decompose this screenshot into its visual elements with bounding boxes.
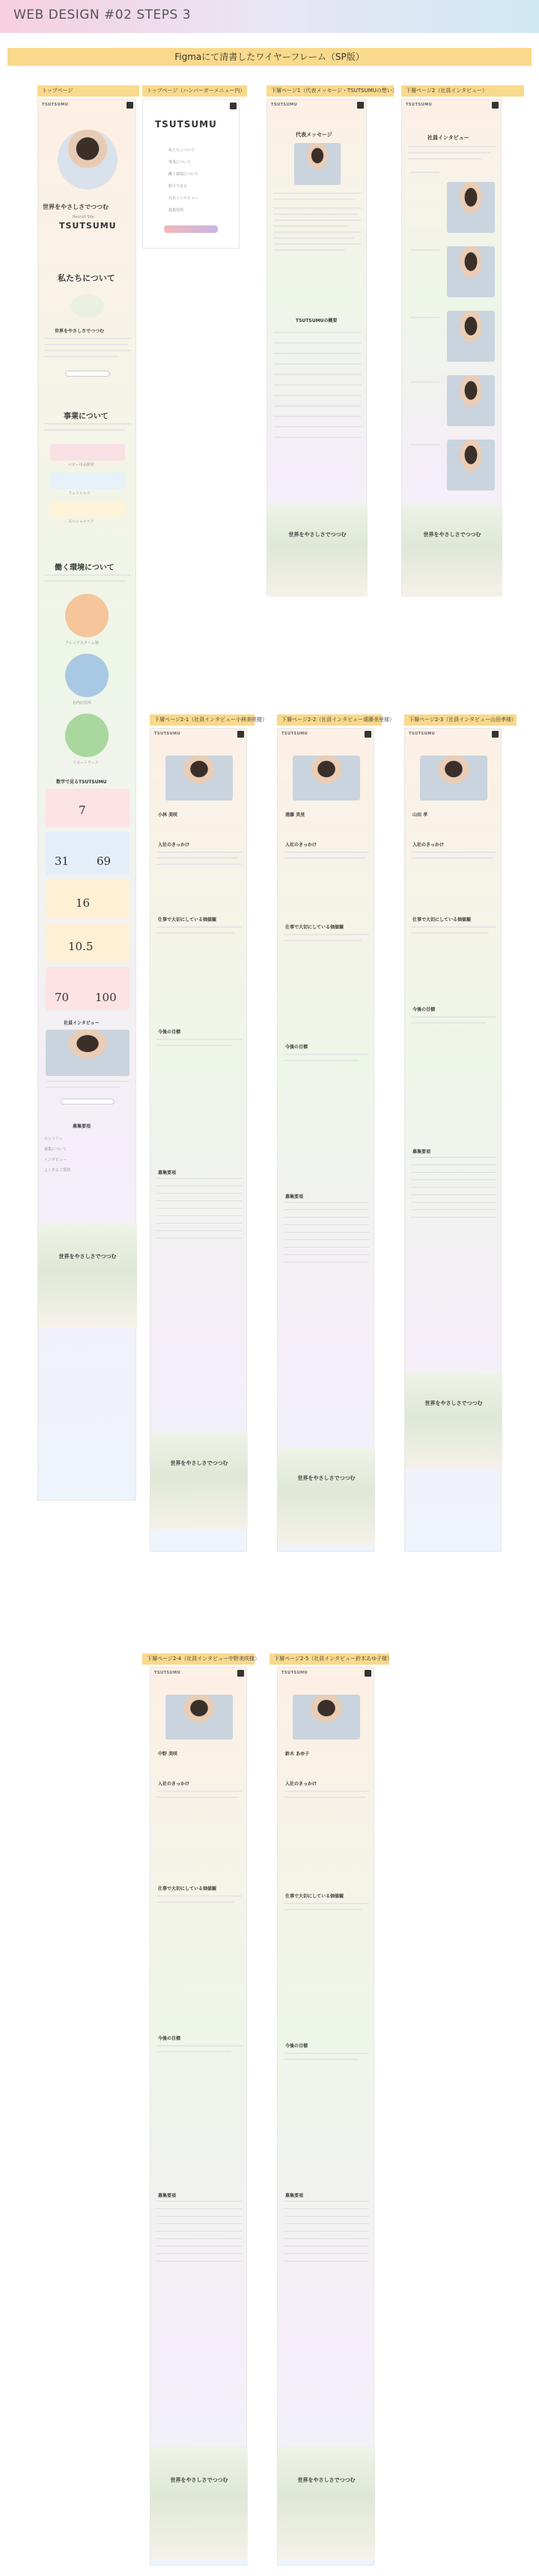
- recruit-row-3[interactable]: インタビュー: [44, 1158, 67, 1162]
- footer-visual: [150, 2446, 248, 2559]
- text-line: [156, 1045, 231, 1046]
- text-line: [156, 2051, 231, 2053]
- text-line: [156, 851, 242, 853]
- label-top: トップページ: [37, 85, 139, 97]
- text-line: [409, 171, 439, 173]
- text-line: [273, 374, 362, 375]
- interview-photo[interactable]: [46, 1030, 130, 1076]
- footer-visual: [267, 504, 368, 597]
- brand-logo[interactable]: TSUTSUMU: [154, 732, 181, 736]
- footer-visual: [278, 1448, 375, 1545]
- interview-card-photo-2[interactable]: [447, 246, 495, 297]
- text-line: [284, 1903, 369, 1904]
- page-header: [0, 0, 539, 33]
- text-line: [409, 444, 439, 446]
- interviewee-photo: [165, 756, 233, 801]
- interview-card-photo-5[interactable]: [447, 440, 495, 490]
- frame-interview-3[interactable]: [404, 728, 502, 1552]
- text-line: [273, 213, 359, 215]
- sub2-title: 社員インタビュー: [427, 135, 469, 141]
- brand-logo[interactable]: TSUTSUMU: [42, 103, 69, 107]
- footer-visual: [38, 1223, 137, 1328]
- text-line: [273, 353, 362, 354]
- section-2-heading: 仕事で大切にしている価値観: [285, 925, 344, 930]
- hero-catch: 世界をやさしさでつつむ: [43, 204, 109, 210]
- recruit-table: [156, 2201, 242, 2276]
- text-line: [273, 237, 354, 239]
- hamburger-menu-icon[interactable]: [492, 102, 499, 109]
- text-line: [156, 1901, 234, 1903]
- interviewee-photo: [165, 1695, 233, 1740]
- section-2-heading: 仕事で大切にしている価値観: [412, 917, 472, 923]
- sub1-vision-heading: TSUTSUMUの概要: [296, 318, 338, 323]
- text-line: [44, 338, 131, 339]
- text-line: [408, 146, 496, 148]
- text-line: [273, 219, 362, 221]
- text-line: [156, 1895, 242, 1897]
- brand-logo[interactable]: TSUTSUMU: [281, 1671, 308, 1675]
- footer-visual: [405, 1373, 502, 1470]
- section-2-heading: 仕事で大切にしている価値観: [158, 917, 217, 923]
- remote-work-icon: [65, 714, 109, 757]
- footer-catch: 世界をやさしさでつつむ: [170, 2477, 228, 2483]
- text-line: [408, 152, 490, 154]
- text-line: [284, 1909, 362, 1910]
- interview-heading: 社員インタビュー: [64, 1021, 100, 1026]
- recruit-table: [156, 1178, 242, 1253]
- recruit-table-heading: 募集要項: [158, 2193, 177, 2199]
- recruit-heading: 募集要項: [73, 1124, 91, 1129]
- env-heading: 働く環境について: [55, 564, 115, 572]
- numbers-heading: 数字で見るTSUTSUMU: [56, 780, 107, 785]
- text-line: [409, 249, 439, 251]
- menu-item-2[interactable]: 事業について: [168, 160, 191, 165]
- label-top-menu: トップページ（ハンバーガーメニュー内）: [142, 85, 247, 97]
- brand-logo[interactable]: TSUTSUMU: [406, 103, 433, 107]
- ceo-photo: [294, 143, 341, 185]
- recruit-table: [284, 1202, 369, 1277]
- text-line: [284, 934, 369, 935]
- text-line: [273, 395, 362, 396]
- stat-value-2: 31: [55, 854, 70, 868]
- frame-top-page[interactable]: [37, 99, 136, 1501]
- text-line: [411, 851, 496, 853]
- business-card-2[interactable]: [50, 473, 125, 489]
- interviewee-name: 中野 美咲: [158, 1752, 178, 1757]
- interview-card-photo-1[interactable]: [447, 182, 495, 233]
- business-card-1[interactable]: [50, 444, 125, 461]
- interviewee-name: 山田 孝: [412, 812, 428, 818]
- recruit-row-1[interactable]: エントリー: [44, 1137, 64, 1141]
- text-line: [156, 932, 234, 934]
- brand-logo[interactable]: TSUTSUMU: [154, 1671, 181, 1675]
- text-line: [44, 350, 131, 351]
- footer-catch: 世界をやさしさでつつむ: [58, 1254, 117, 1260]
- recruit-table: [284, 2201, 369, 2276]
- frame-sub2[interactable]: [401, 99, 502, 596]
- menu-entry-button[interactable]: [164, 225, 218, 233]
- brand-logo[interactable]: TSUTSUMU: [409, 732, 436, 736]
- text-line: [156, 857, 239, 859]
- text-line: [284, 940, 362, 941]
- label-sub25: 下層ページ2-5（社員インタビュー鈴木あゆ子様）: [270, 1653, 389, 1665]
- recruit-table-heading: 募集要項: [285, 1194, 304, 1200]
- recruit-table-heading: 募集要項: [285, 2193, 304, 2199]
- text-line: [284, 1060, 359, 1061]
- hamburger-menu-icon[interactable]: [127, 102, 133, 109]
- text-line: [273, 198, 356, 200]
- flex-time-icon: [65, 594, 109, 637]
- text-line: [156, 1790, 242, 1792]
- section-3-heading: 今後の目標: [158, 2036, 181, 2041]
- stat-value-3: 69: [97, 854, 112, 868]
- text-line: [156, 1796, 239, 1798]
- business-card-3[interactable]: [50, 501, 125, 517]
- stat-value-6: 70: [55, 991, 70, 1004]
- interviewee-photo: [293, 1695, 360, 1740]
- text-line: [409, 317, 439, 318]
- text-line: [273, 405, 362, 407]
- recruit-row-2[interactable]: 募集について: [44, 1147, 67, 1152]
- recruit-table: [411, 1157, 496, 1232]
- text-line: [273, 384, 362, 386]
- hamburger-menu-icon[interactable]: [365, 1670, 371, 1677]
- text-line: [46, 1087, 121, 1088]
- text-line: [273, 332, 362, 333]
- menu-item-3[interactable]: 働く環境について: [168, 172, 198, 177]
- text-line: [284, 1054, 369, 1055]
- text-line: [273, 207, 362, 209]
- footer-catch: 世界をやさしさでつつむ: [424, 1400, 483, 1406]
- env-item-3: リモートワーク: [73, 761, 99, 765]
- section-title: Figmaにて清書したワイヤーフレーム（SP版）: [7, 48, 532, 66]
- frame-interview-5[interactable]: [277, 1667, 374, 2566]
- close-menu-icon[interactable]: [230, 103, 237, 109]
- section-1-heading: 入社のきっかけ: [158, 842, 190, 848]
- text-line: [156, 863, 242, 865]
- brand-logo[interactable]: TSUTSUMU: [281, 732, 308, 736]
- text-line: [46, 1081, 130, 1082]
- text-line: [408, 158, 483, 160]
- footer-catch: 世界をやさしさでつつむ: [170, 1460, 228, 1466]
- text-line: [411, 932, 489, 934]
- section-1-heading: 入社のきっかけ: [285, 1781, 317, 1787]
- business-heading: 事業について: [64, 413, 109, 421]
- text-line: [44, 423, 131, 425]
- menu-item-6[interactable]: 募集要項: [168, 208, 184, 213]
- env-item-2: 社内託児所: [73, 701, 92, 705]
- text-line: [273, 416, 362, 417]
- text-line: [156, 1039, 242, 1040]
- text-line: [273, 249, 345, 251]
- label-sub22: 下層ページ2-2（社員インタビュー遠藤美里様）: [277, 714, 382, 726]
- label-sub23: 下層ページ2-3（社員インタビュー山田孝様）: [404, 714, 517, 726]
- daycare-icon: [65, 654, 109, 697]
- text-line: [284, 1796, 366, 1798]
- section-3-heading: 今後の目標: [412, 1007, 436, 1012]
- hamburger-menu-icon[interactable]: [357, 102, 364, 109]
- stat-card-2: [46, 832, 130, 875]
- text-line: [284, 851, 369, 853]
- text-line: [411, 857, 493, 859]
- text-line: [284, 2053, 369, 2054]
- text-line: [284, 857, 366, 859]
- env-item-1: フレックスタイム制: [65, 641, 99, 645]
- text-line: [273, 426, 362, 428]
- text-line: [273, 225, 348, 227]
- hero-brand: TSUTSUMU: [59, 221, 117, 231]
- hero-photo: [58, 130, 118, 189]
- footer-catch: 世界をやさしさでつつむ: [288, 532, 347, 538]
- business-item-3: スペシャルケア: [68, 520, 94, 524]
- about-illustration: [71, 294, 104, 318]
- text-line: [44, 580, 127, 582]
- recruit-table-heading: 募集要項: [158, 1170, 177, 1176]
- frame-top-menu[interactable]: [142, 99, 240, 249]
- label-sub1: 下層ページ1（代表メッセージ・TSUTSUMUの想い）: [267, 85, 394, 97]
- text-line: [44, 344, 128, 345]
- text-line: [44, 356, 119, 357]
- menu-item-1[interactable]: 私たちについて: [168, 148, 195, 153]
- footer-catch: 世界をやさしさでつつむ: [297, 1475, 356, 1481]
- label-sub21: 下層ページ2-1（社員インタビュー小林美咲様）: [150, 714, 255, 726]
- interviewee-photo: [420, 756, 487, 801]
- stat-value-7: 100: [95, 991, 117, 1004]
- recruit-table-heading: 募集要項: [412, 1149, 431, 1155]
- about-more-button[interactable]: [65, 371, 110, 377]
- text-line: [411, 1016, 496, 1018]
- section-3-heading: 今後の目標: [158, 1030, 181, 1035]
- footer-visual: [150, 1433, 248, 1530]
- section-3-heading: 今後の目標: [285, 1045, 308, 1050]
- menu-brand: TSUTSUMU: [155, 119, 217, 130]
- page-header-title: WEB DESIGN #02 STEPS 3: [13, 7, 192, 22]
- hamburger-menu-icon[interactable]: [492, 731, 499, 738]
- footer-visual: [402, 504, 502, 597]
- text-line: [156, 2045, 242, 2047]
- hero-subtitle: Recruit Site: [73, 215, 94, 219]
- section-1-heading: 入社のきっかけ: [285, 842, 317, 848]
- text-line: [273, 231, 362, 233]
- text-line: [411, 1022, 486, 1024]
- text-line: [273, 243, 362, 245]
- text-line: [273, 363, 362, 365]
- business-item-1: ベビー用品開発: [68, 463, 94, 467]
- brand-logo[interactable]: TSUTSUMU: [271, 103, 298, 107]
- business-item-2: フェイシャル: [68, 491, 91, 496]
- text-line: [44, 429, 125, 431]
- interview-card-photo-4[interactable]: [447, 375, 495, 426]
- interviewee-name: 遠藤 美里: [285, 812, 305, 818]
- section-2-heading: 仕事で大切にしている価値観: [285, 1894, 344, 1899]
- hamburger-menu-icon[interactable]: [237, 1670, 244, 1677]
- footer-visual: [278, 2446, 375, 2559]
- section-1-heading: 入社のきっかけ: [412, 842, 445, 848]
- text-line: [273, 192, 362, 194]
- interview-more-button[interactable]: [61, 1099, 115, 1105]
- interviewee-photo: [293, 756, 360, 801]
- footer-catch: 世界をやさしさでつつむ: [423, 532, 481, 538]
- text-line: [273, 342, 362, 344]
- interviewee-name: 小林 美咲: [158, 812, 178, 818]
- stat-card-1: [46, 789, 130, 827]
- text-line: [273, 437, 362, 438]
- text-line: [156, 926, 242, 928]
- text-line: [284, 2059, 359, 2060]
- text-line: [284, 1790, 369, 1792]
- menu-item-5[interactable]: 社員インタビュー: [168, 196, 198, 201]
- frame-interview-1[interactable]: [150, 728, 247, 1552]
- stat-value-1: 7: [79, 804, 86, 817]
- section-1-heading: 入社のきっかけ: [158, 1781, 190, 1787]
- sub1-title: 代表メッセージ: [296, 132, 332, 138]
- section-3-heading: 今後の目標: [285, 2044, 308, 2049]
- label-sub2: 下層ページ2（社員インタビュー）: [401, 85, 524, 97]
- label-sub24: 下層ページ2-4（社員インタビュー中野美咲様）: [142, 1653, 255, 1665]
- frame-interview-4[interactable]: [150, 1667, 247, 2566]
- stat-value-4: 16: [76, 896, 91, 910]
- stat-value-5: 10.5: [68, 940, 94, 953]
- frame-interview-2[interactable]: [277, 728, 374, 1552]
- section-2-heading: 仕事で大切にしている価値観: [158, 1886, 217, 1892]
- recruit-row-4[interactable]: よくあるご質問: [44, 1168, 71, 1173]
- interviewee-name: 鈴木 あゆ子: [285, 1752, 310, 1757]
- hamburger-menu-icon[interactable]: [365, 731, 371, 738]
- text-line: [411, 926, 496, 928]
- interview-card-photo-3[interactable]: [447, 311, 495, 362]
- text-line: [44, 574, 131, 576]
- menu-item-4[interactable]: 数字で見る: [168, 184, 188, 189]
- text-line: [409, 381, 439, 383]
- about-heading: 私たちについて: [58, 273, 115, 283]
- about-catch: 世界をやさしさでつつむ: [55, 329, 105, 334]
- frame-sub1[interactable]: [267, 99, 367, 596]
- footer-catch: 世界をやさしさでつつむ: [297, 2477, 356, 2483]
- hamburger-menu-icon[interactable]: [237, 731, 244, 738]
